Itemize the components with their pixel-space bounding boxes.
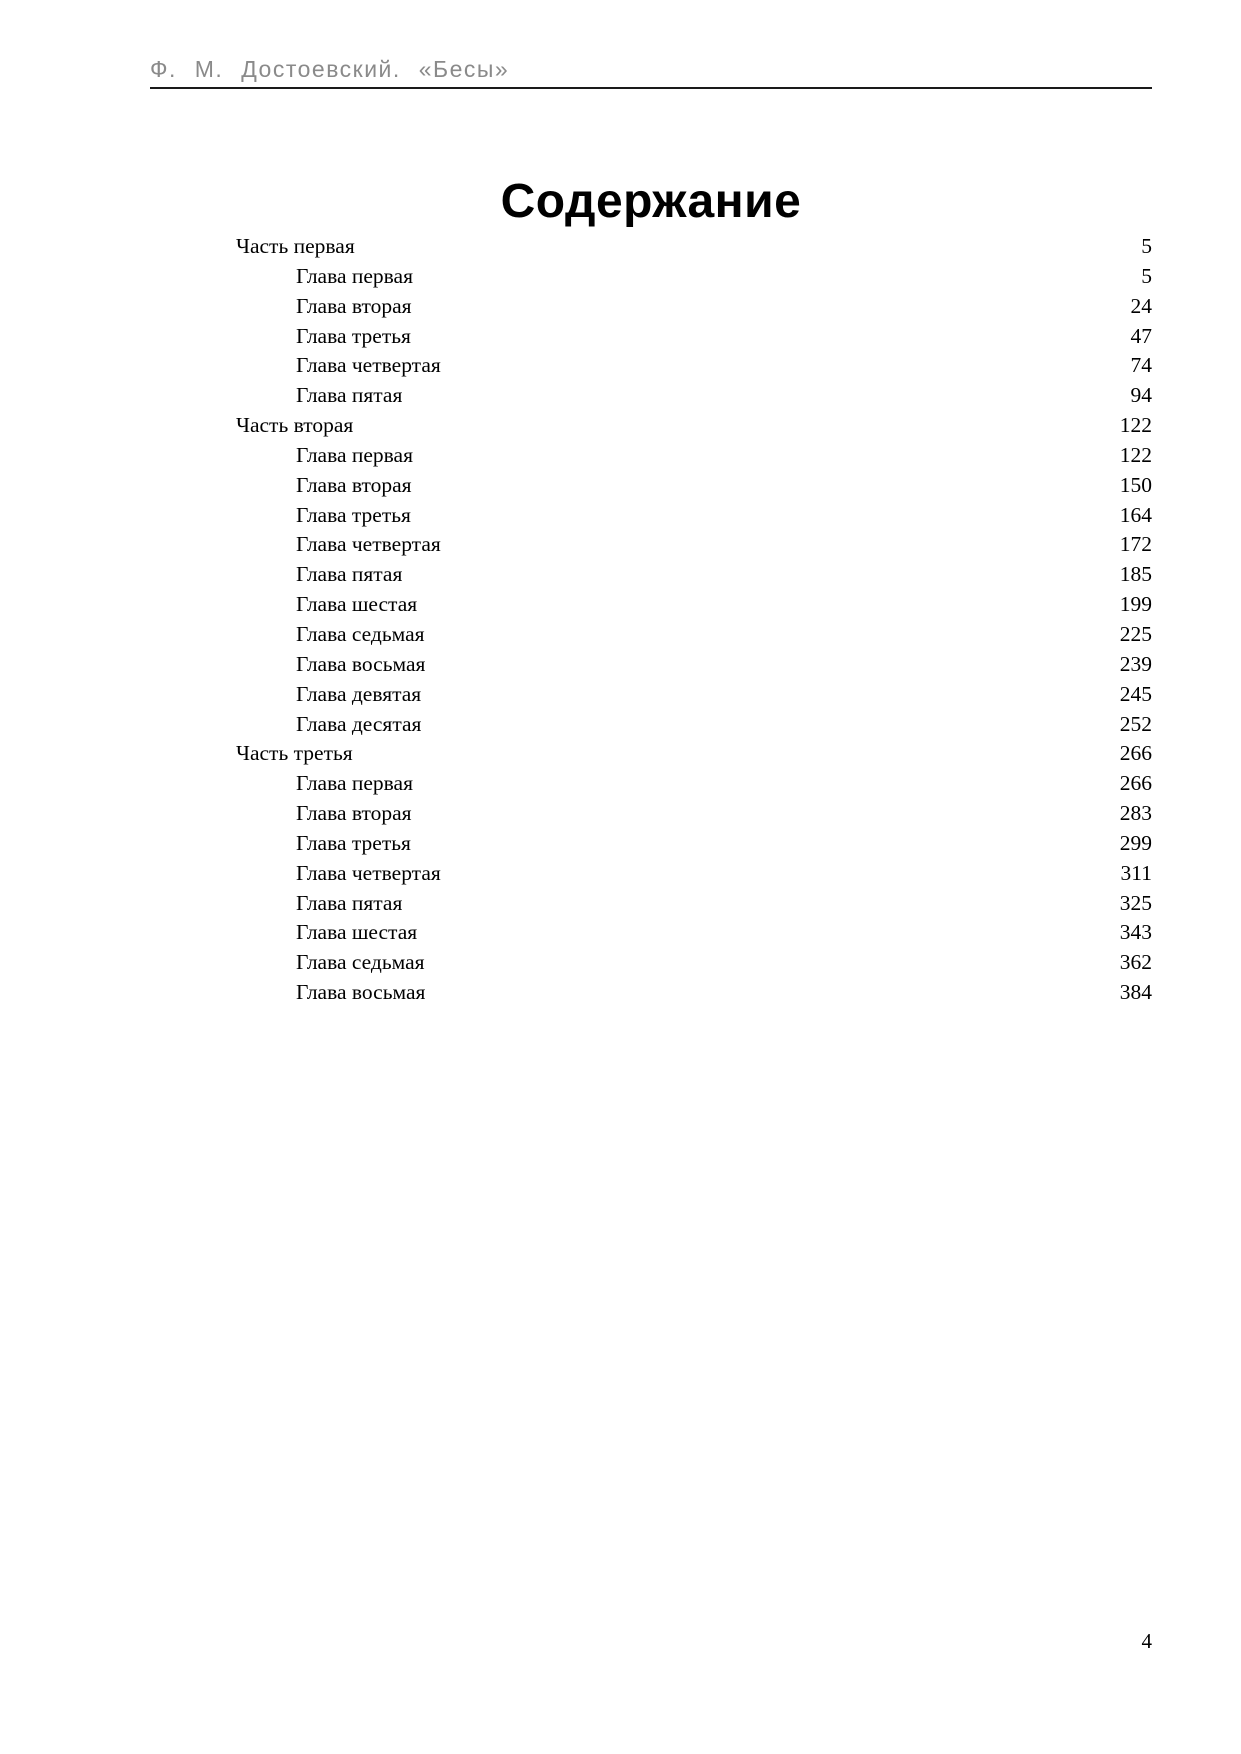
toc-entry-label: Глава первая: [296, 263, 413, 288]
toc-entry-page: 252: [1119, 711, 1152, 736]
toc-entry: [150, 471, 1152, 501]
toc-entry-label: Глава пятая: [296, 562, 403, 587]
toc-entry-page: 5: [1141, 234, 1152, 258]
toc-entry-page: 266: [1119, 741, 1152, 766]
toc-entry-label: Глава четвертая: [296, 532, 441, 557]
toc-entry-label: Глава вторая: [296, 293, 412, 318]
toc-entry: [150, 829, 1152, 859]
toc-entry-page: 122: [1119, 442, 1152, 467]
toc-list: [150, 232, 1152, 1008]
toc-entry-label: Глава четвертая: [296, 860, 441, 885]
toc-entry-label: Глава первая: [296, 771, 413, 796]
toc-entry: [150, 560, 1152, 590]
toc-entry-page: 94: [1130, 383, 1152, 408]
folio-page-number: 4: [1141, 1629, 1152, 1653]
toc-entry-label: Глава третья: [296, 830, 411, 855]
toc-entry: [150, 799, 1152, 829]
toc-entry: [150, 978, 1152, 1008]
page-title: Содержание: [500, 175, 802, 229]
toc-entry-page: 325: [1119, 890, 1152, 915]
toc-entry-page: 362: [1119, 950, 1152, 975]
toc-entry-page: 299: [1119, 830, 1152, 855]
toc-entry: [150, 262, 1152, 292]
toc-entry-page: 47: [1130, 323, 1152, 348]
toc-entry: [150, 501, 1152, 531]
running-header: [150, 40, 1152, 89]
toc-entry-label: Глава первая: [296, 442, 413, 467]
toc-entry-label: Глава третья: [296, 502, 411, 527]
toc-entry: [150, 948, 1152, 978]
toc-entry-label: Глава восьмая: [296, 651, 426, 676]
toc-entry-page: 245: [1119, 681, 1152, 706]
toc-entry: [150, 620, 1152, 650]
toc-entry-page: 164: [1119, 502, 1152, 527]
toc-entry-page: 150: [1119, 472, 1152, 497]
toc-entry-label: Глава четвертая: [296, 353, 441, 378]
toc-entry-label: Глава десятая: [296, 711, 422, 736]
toc-entry-page: 225: [1119, 621, 1152, 646]
toc-entry: [150, 441, 1152, 471]
toc-entry-label: Глава вторая: [296, 801, 412, 826]
toc-entry: [150, 859, 1152, 889]
toc-entry: [150, 381, 1152, 411]
toc-entry-page: 239: [1119, 651, 1152, 676]
toc-entry: [150, 650, 1152, 680]
toc-entry-page: 24: [1130, 293, 1152, 318]
toc-entry: [150, 411, 1152, 441]
toc-entry-page: 311: [1120, 860, 1152, 885]
toc-entry-page: 172: [1119, 532, 1152, 557]
toc-entry-page: 384: [1119, 980, 1152, 1005]
toc-entry-page: 283: [1119, 801, 1152, 826]
toc-entry-page: 266: [1119, 771, 1152, 796]
toc-entry: [150, 322, 1152, 352]
toc-entry: [150, 710, 1152, 740]
toc-entry-label: Глава восьмая: [296, 980, 426, 1005]
toc-entry-label: Глава пятая: [296, 383, 403, 408]
toc-entry: [150, 292, 1152, 322]
toc-entry: [150, 590, 1152, 620]
toc-entry: [150, 739, 1152, 769]
toc-entry-label: Глава девятая: [296, 681, 422, 706]
toc-entry-label: Глава седьмая: [296, 621, 425, 646]
toc-entry-label: Часть вторая: [236, 413, 354, 438]
running-header-title: Ф. М. Достоевский. «Бесы»: [150, 56, 510, 82]
toc-entry-label: Часть первая: [236, 234, 355, 258]
toc-entry-label: Глава шестая: [296, 920, 418, 945]
toc-entry: [150, 232, 1152, 262]
toc-entry-page: 343: [1119, 920, 1152, 945]
toc-entry-page: 5: [1141, 263, 1152, 288]
toc-entry-label: Глава третья: [296, 323, 411, 348]
toc-entry-label: Глава вторая: [296, 472, 412, 497]
toc-entry-page: 74: [1130, 353, 1152, 378]
toc-entry: [150, 918, 1152, 948]
toc-entry-page: 122: [1119, 413, 1152, 438]
toc-entry-label: Глава пятая: [296, 890, 403, 915]
toc-entry-label: Часть третья: [236, 741, 353, 766]
toc-entry: [150, 351, 1152, 381]
toc-entry-page: 185: [1119, 562, 1152, 587]
toc-entry: [150, 769, 1152, 799]
toc-entry: [150, 680, 1152, 710]
toc-entry: [150, 530, 1152, 560]
toc-entry-label: Глава седьмая: [296, 950, 425, 975]
toc-entry-label: Глава шестая: [296, 592, 418, 617]
toc-entry: [150, 889, 1152, 919]
toc-entry-page: 199: [1119, 592, 1152, 617]
